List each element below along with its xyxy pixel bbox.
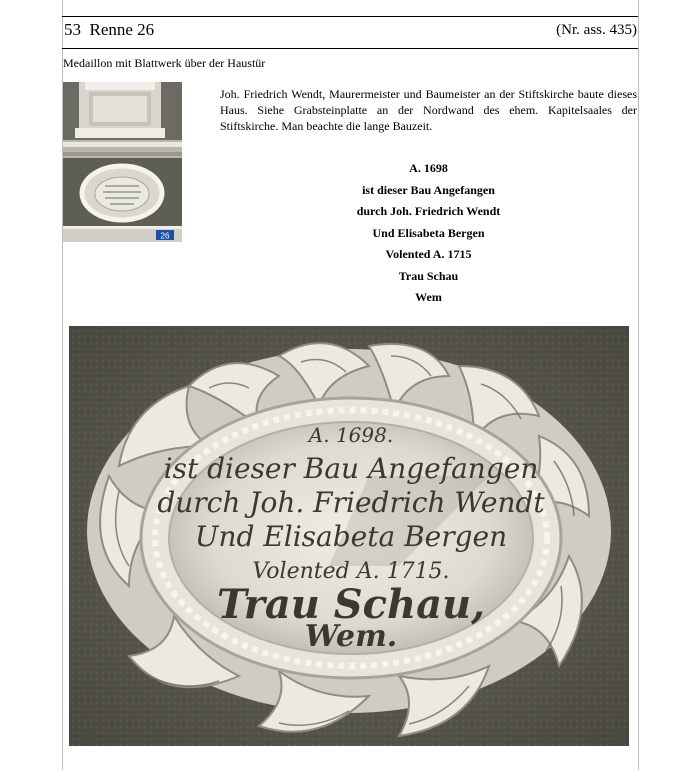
inscription-line-2: ist dieser Bau Angefangen — [362, 182, 495, 197]
carved-line-3: durch Joh. Friedrich Wendt — [157, 486, 545, 519]
inscription-line-1: A. 1698 — [409, 161, 448, 175]
house-number-plate: 26 — [160, 231, 170, 241]
carved-line-4: Und Elisabeta Bergen — [194, 520, 508, 553]
entry-subtitle: Medaillon mit Blattwerk über der Haustür — [63, 56, 266, 70]
inscription-transcription — [220, 158, 637, 309]
house-thumbnail-graphic — [63, 82, 182, 242]
house-thumbnail-photo — [63, 82, 182, 242]
carved-line-1: A. 1698. — [308, 423, 394, 447]
header-bottom-rule — [62, 48, 638, 49]
carved-line-7: Wem. — [304, 619, 398, 654]
description-text: Joh. Friedrich Wendt, Maurermeister und Baumeister an der Stiftskirche baute dieses Haus. Siehe Grabsteinplatte an der Nordwand des ehem. Kapitelsaales der Stiftskirche. Man beachte die lange Bauzeit. — [220, 87, 637, 133]
inscription-line-6: Trau Schau — [398, 268, 459, 283]
inscription-line-7: Wem — [415, 290, 442, 304]
inscription-line-5: Volented A. 1715 — [385, 247, 472, 261]
carved-line-6: Trau Schau, — [216, 581, 486, 628]
medallion-photo — [69, 326, 629, 746]
inscription-line-3: durch Joh. Friedrich Wendt — [356, 204, 501, 218]
header-top-rule — [62, 16, 638, 17]
carved-line-2: ist dieser Bau Angefangen — [163, 452, 539, 485]
entry-title: 53 Renne 26 — [64, 20, 155, 39]
inscription-line-4: Und Elisabeta Bergen — [372, 225, 485, 240]
medallion-graphic — [69, 326, 629, 746]
carved-line-5: Volented A. 1715. — [252, 559, 450, 584]
assessment-number: (Nr. ass. 435) — [556, 22, 637, 38]
